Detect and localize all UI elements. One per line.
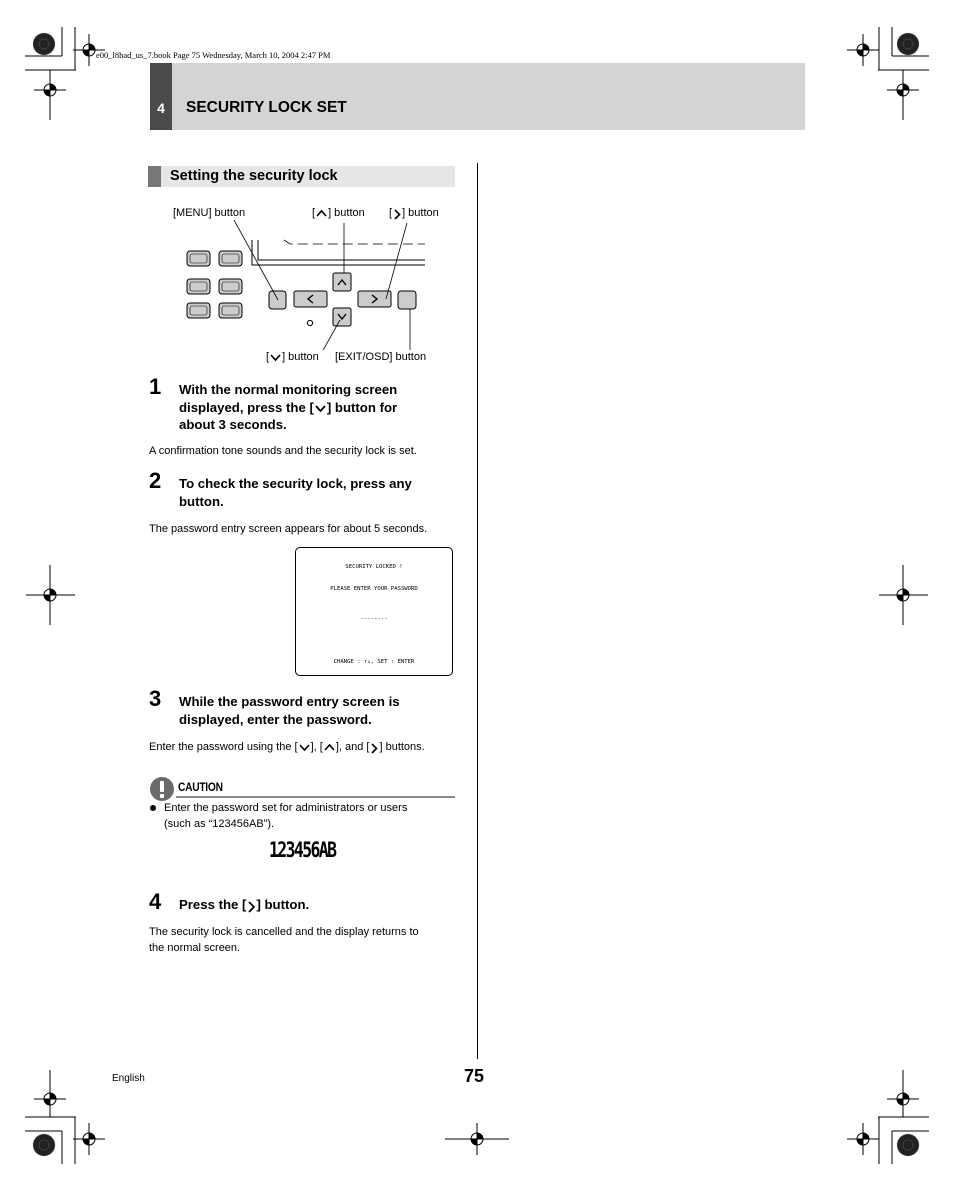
exit-osd-button <box>398 291 416 309</box>
down-button-label: [ ] button <box>266 351 319 363</box>
keypad-button <box>219 251 242 266</box>
step-1-instruction: With the normal monitoring screen displayed, press the [ ] button for about 3 seconds. <box>179 382 398 432</box>
front-panel-diagram <box>180 220 440 350</box>
left-arrow-button <box>294 291 327 307</box>
step-1-number: 1 <box>149 374 162 399</box>
keypad-button <box>187 251 210 266</box>
right-arrow-icon <box>392 209 402 218</box>
page-number: 75 <box>464 1066 485 1086</box>
right-arrow-icon <box>246 901 256 910</box>
registration-mark-icon <box>897 33 919 55</box>
down-arrow-icon <box>298 743 311 752</box>
step-4-note: The security lock is cancelled and the display returns to the normal screen. <box>149 926 419 954</box>
caution-rule <box>176 796 455 798</box>
step-4-number: 4 <box>149 889 162 914</box>
step-2-number: 2 <box>149 468 162 493</box>
keypad-button <box>219 303 242 318</box>
print-meta: e00_l8had_us_7.book Page 75 Wednesday, March 10, 2004 2:47 PM <box>96 50 331 60</box>
caution-label: CAUTION <box>178 780 223 794</box>
registration-mark-icon <box>847 34 879 66</box>
chapter-header <box>150 63 805 130</box>
up-arrow-icon <box>323 743 336 752</box>
password-example: 123456AB <box>269 838 336 862</box>
chapter-number-tab <box>150 63 172 130</box>
down-arrow-icon <box>314 404 327 413</box>
password-entry-screen <box>295 547 453 676</box>
keypad-button <box>219 279 242 294</box>
step-3-instruction: While the password entry screen is displayed, enter the password. <box>179 694 400 727</box>
step-1-note: A confirmation tone sounds and the security lock is set. <box>149 445 417 457</box>
caution-icon <box>149 776 175 802</box>
footer-language: English <box>112 1073 145 1084</box>
step-3-note: Enter the password using the [ ], [ ], and [ ] buttons. <box>149 741 425 753</box>
screen-line-prompt: PLEASE ENTER YOUR PASSWORD <box>330 586 418 592</box>
registration-mark-icon <box>33 33 55 55</box>
up-arrow-icon <box>315 209 328 218</box>
step-2-instruction: To check the security lock, press any button. <box>179 476 412 509</box>
keypad-button <box>187 303 210 318</box>
registration-mark-icon <box>847 1123 879 1155</box>
screen-line-controls: CHANGE : ↑↓, SET : ENTER <box>333 659 415 665</box>
menu-button <box>269 291 286 309</box>
right-button-label: [ ] button <box>389 207 439 219</box>
bullet-icon <box>150 805 156 811</box>
indicator-led <box>307 320 312 325</box>
up-arrow-button <box>333 273 351 291</box>
screen-line-locked: SECURITY LOCKED ! <box>345 564 403 570</box>
screen-line-password: -------- <box>360 616 388 622</box>
keypad-button <box>187 279 210 294</box>
down-arrow-icon <box>269 353 282 362</box>
chapter-number: 4 <box>157 100 165 116</box>
section-marker <box>148 166 161 187</box>
menu-button-label: [MENU] button <box>173 207 246 219</box>
step-4-instruction: Press the [ ] button. <box>179 897 310 912</box>
step-3-number: 3 <box>149 686 162 711</box>
registration-mark-icon <box>73 1123 105 1155</box>
chapter-title: SECURITY LOCK SET <box>186 99 347 116</box>
step-2-note: The password entry screen appears for about 5 seconds. <box>149 523 428 535</box>
down-arrow-button <box>333 308 351 326</box>
right-arrow-icon <box>369 743 379 752</box>
exit-osd-button-label: [EXIT/OSD] button <box>335 351 427 363</box>
column-divider <box>477 163 478 1059</box>
registration-mark-icon <box>33 1134 55 1156</box>
up-button-label: [ ] button <box>312 207 365 219</box>
caution-text: Enter the password set for administrators or users (such as “123456AB”). <box>164 802 408 830</box>
section-title: Setting the security lock <box>170 168 338 184</box>
registration-mark-icon <box>897 1134 919 1156</box>
